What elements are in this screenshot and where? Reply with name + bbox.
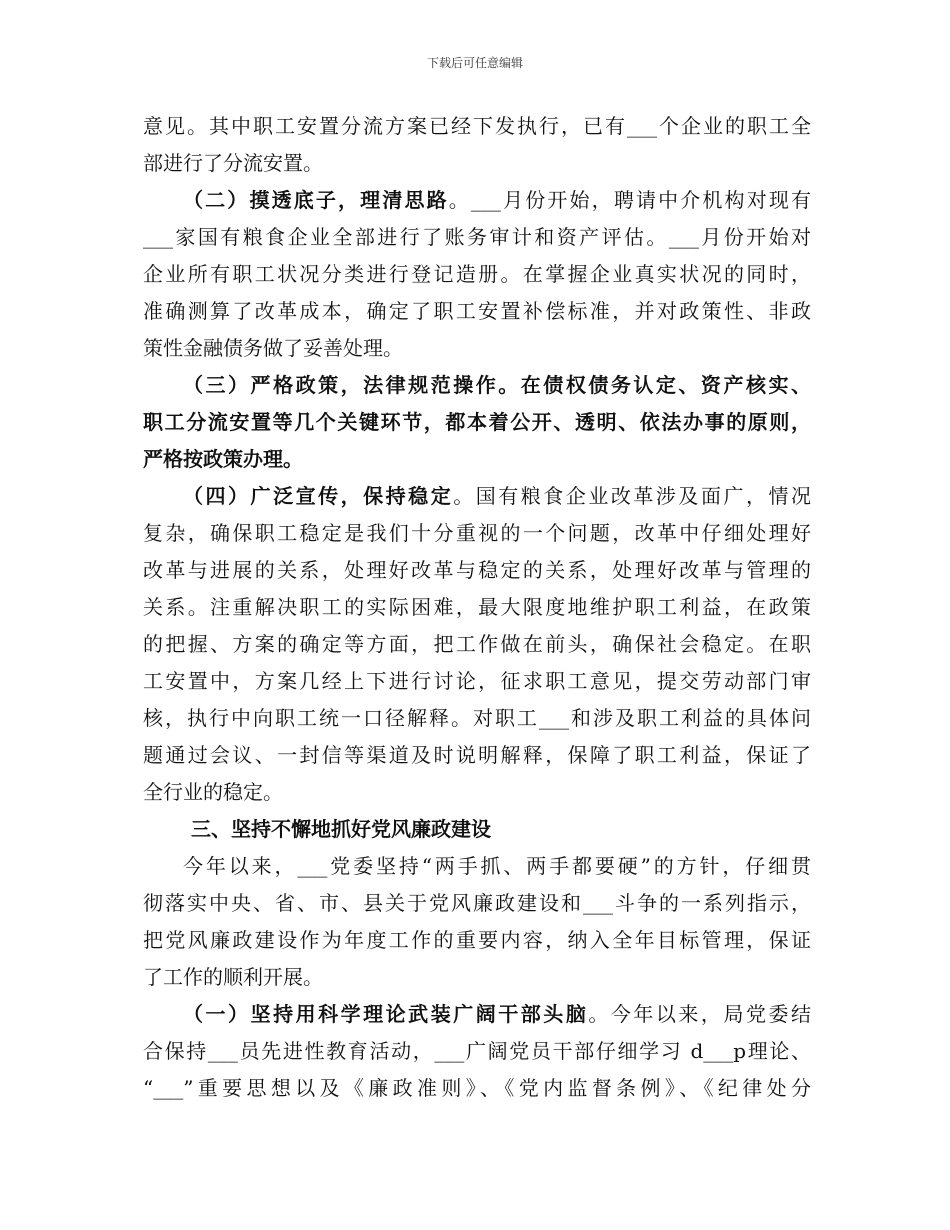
paragraph-line: 全行业的稳定。 xyxy=(143,780,283,804)
paragraph-line: 职工分流安置等几个关键环节，都本着公开、透明、依法办事的原则， xyxy=(143,410,811,434)
subsection-line: （四）广泛宣传，保持稳定。国有粮食企业改革涉及面广，情况 xyxy=(183,484,812,508)
paragraph-line: 把党风廉政建设作为年度工作的重要内容，纳入全年目标管理，保证 xyxy=(143,928,811,952)
paragraph-line: 准确测算了改革成本，确定了职工安置补偿标准，并对政策性、非政 xyxy=(143,299,811,323)
paragraph-line: 了工作的顺利开展。 xyxy=(143,965,323,989)
subsection-heading: （二）摸透底子，理清思路 xyxy=(183,188,449,212)
paragraph-line: “___”重要思想以及《廉政准则》、《党内监督条例》、《纪律处分 xyxy=(143,1076,811,1100)
paragraph-line: 的把握、方案的确定等方面，把工作做在前头，确保社会稳定。在职 xyxy=(143,632,811,656)
paragraph-line: 今年以来，___党委坚持“两手抓、两手都要硬”的方针，仔细贯 xyxy=(183,854,811,878)
paragraph-line: 改革与进展的关系，处理好改革与稳定的关系，处理好改革与管理的 xyxy=(143,558,811,582)
subsection-line: （二）摸透底子，理清思路。___月份开始，聘请中介机构对现有 xyxy=(183,188,812,212)
subsection-heading: （一）坚持用科学理论武装广阔干部头脑 xyxy=(183,1002,589,1026)
paragraph-line: 复杂，确保职工稳定是我们十分重视的一个问题，改革中仔细处理好 xyxy=(143,521,811,545)
page-header: 下载后可任意编辑 xyxy=(426,56,523,70)
document-body xyxy=(143,108,811,1107)
subsection-line: （一）坚持用科学理论武装广阔干部头脑。今年以来，局党委结 xyxy=(183,1002,812,1026)
paragraph-line: 严格按政策办理。 xyxy=(143,447,303,471)
paragraph-line: 策性金融债务做了妥善处理。 xyxy=(143,336,403,360)
paragraph-line: 题通过会议、一封信等渠道及时说明解释，保障了职工利益，保证了 xyxy=(143,743,811,767)
paragraph-line: 企业所有职工状况分类进行登记造册。在掌握企业真实状况的同时， xyxy=(143,262,811,286)
paragraph-line: 核，执行中向职工统一口径解释。对职工___和涉及职工利益的具体问 xyxy=(143,706,811,730)
subsection-line: （三）严格政策，法律规范操作。在债权债务认定、资产核实、 xyxy=(183,373,811,397)
paragraph-line: 部进行了分流安置。 xyxy=(143,151,323,175)
paragraph-line: 意见。其中职工安置分流方案已经下发执行，已有___个企业的职工全 xyxy=(143,114,811,138)
paragraph-line: 彻落实中央、省、市、县关于党风廉政建设和___斗争的一系列指示， xyxy=(143,891,811,915)
section-heading: 三、坚持不懈地抓好党风廉政建设 xyxy=(191,817,491,841)
paragraph-line: 合保持___员先进性教育活动，___广阔党员干部仔细学习 d___p理论、 xyxy=(143,1039,811,1063)
paragraph-line: ___家国有粮食企业全部进行了账务审计和资产评估。___月份开始对 xyxy=(143,225,811,249)
paragraph-line: 关系。注重解决职工的实际困难，最大限度地维护职工利益，在政策 xyxy=(143,595,811,619)
paragraph-line: 工安置中，方案几经上下进行讨论，征求职工意见，提交劳动部门审 xyxy=(143,669,811,693)
subsection-heading: （四）广泛宣传，保持稳定 xyxy=(183,484,454,508)
